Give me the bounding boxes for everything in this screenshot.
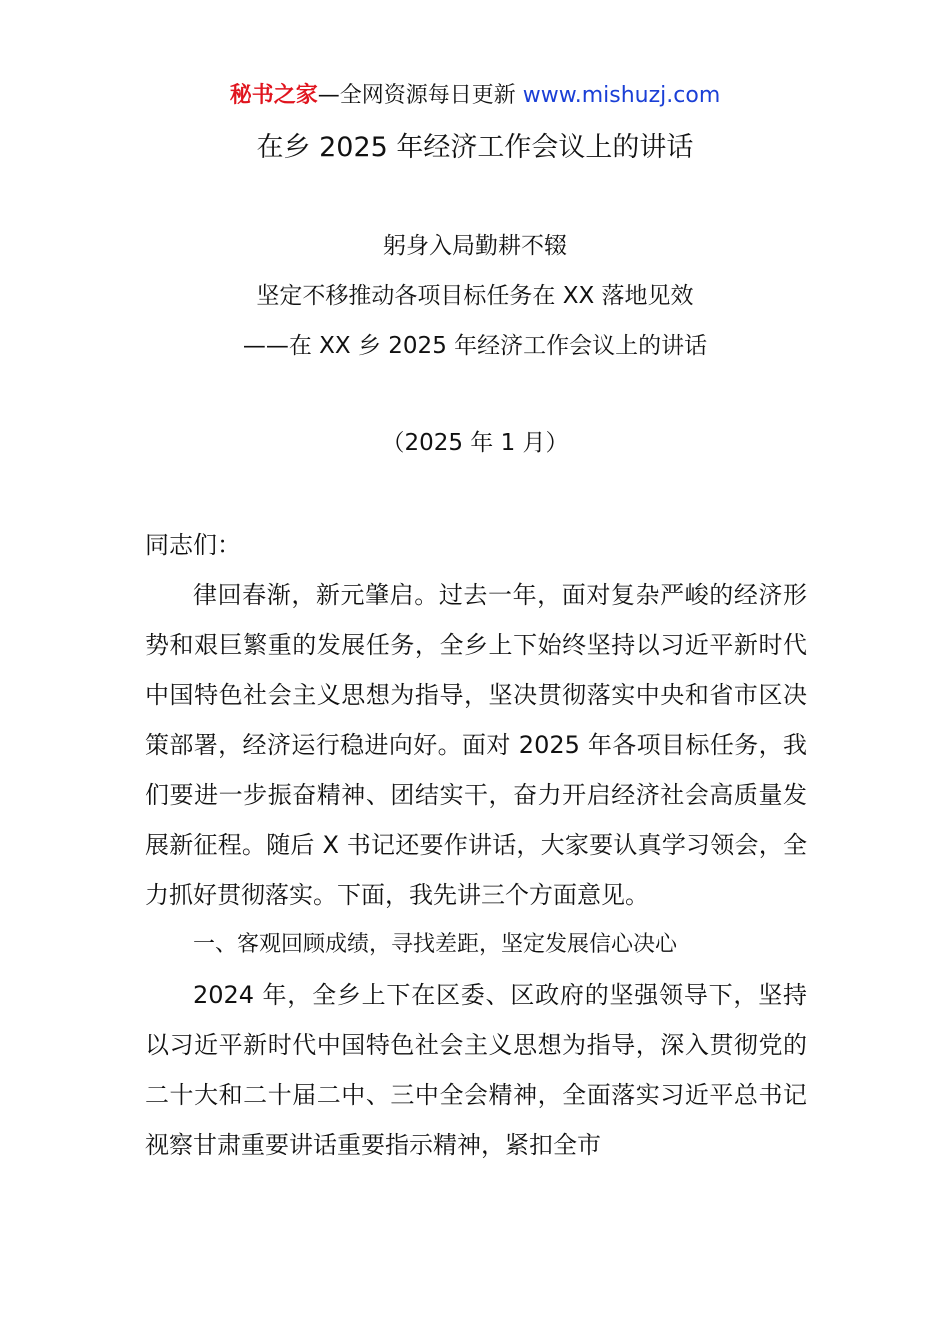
paragraph-review: 2024 年，全乡上下在区委、区政府的坚强领导下，坚持以习近平新时代中国特色社会主义思想为指导，深入贯彻党的二十大和二十届二中、三中全会精神，全面落实习近平总书记视察甘肃重要讲话重要指示精神，紧扣全市 (145, 981, 807, 1159)
site-url-link[interactable]: www.mishuzj.com (522, 83, 721, 108)
document-title: 在乡 2025 年经济工作会议上的讲话 (256, 132, 694, 163)
speech-body (145, 520, 807, 1170)
site-header (0, 80, 950, 112)
site-tagline: —全网资源每日更新 (317, 83, 523, 108)
paragraph-intro: 律回春渐，新元肇启。过去一年，面对复杂严峻的经济形势和艰巨繁重的发展任务，全乡上下始终坚持以习近平新时代中国特色社会主义思想为指导，坚决贯彻落实中央和省市区决策部署，经济运行稳进向好。面对 2025 年各项目标任务，我们要进一步振奋精神、团结实干，奋力开启经济社会高质量发展新征程。随后 X 书记还要作讲话，大家要认真学习领会，全力抓好贯彻落实。下面，我先讲三个方面意见。 (145, 581, 807, 909)
speech-title-line2: 坚定不移推动各项目标任务在 XX 落地见效 (256, 283, 694, 309)
speech-title-line1: 躬身入局勤耕不辍 (383, 233, 567, 259)
section-heading: 一、客观回顾成绩，寻找差距，坚定发展信心决心 (193, 932, 678, 957)
salutation: 同志们： (145, 531, 241, 559)
speech-date: （2025 年 1 月） (381, 430, 569, 456)
brand-name: 秘书之家 (229, 83, 318, 108)
speech-subtitle: ——在 XX 乡 2025 年经济工作会议上的讲话 (242, 333, 708, 359)
